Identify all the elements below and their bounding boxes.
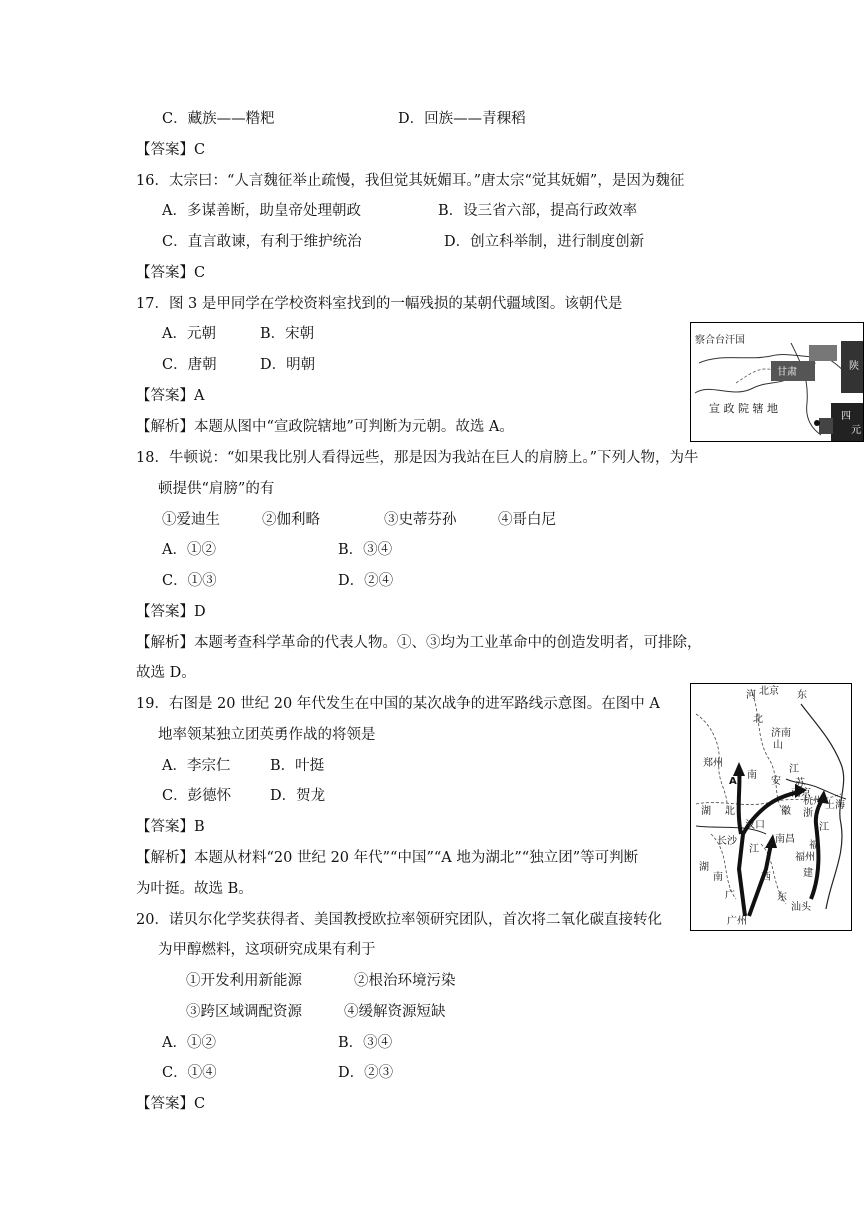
q19-answer: 【答案】B xyxy=(136,819,205,835)
q18-item-2: ②伽利略 xyxy=(262,512,320,528)
map1-label-xuanzhengyuan: 宣 政 院 辖 地 xyxy=(709,402,778,415)
q19-option-c: C．彭德怀 xyxy=(162,788,232,804)
q15-option-c: C．藏族——糌粑 xyxy=(162,111,275,127)
yuan-territory-map xyxy=(690,322,864,442)
q18-item-1: ①爱迪生 xyxy=(162,512,220,528)
q20-answer: 【答案】C xyxy=(136,1096,206,1112)
map2-label-jian: 建 xyxy=(803,868,813,879)
map2-label-wuhan: 汉口 xyxy=(745,820,765,831)
map2-label-hui: 徽 xyxy=(781,806,791,817)
q20-item-1: ①开发利用新能源 xyxy=(186,973,302,989)
map2-label-a: A xyxy=(729,776,737,787)
q18-answer: 【答案】D xyxy=(136,604,206,620)
q17-option-c: C．唐朝 xyxy=(162,357,217,373)
q20-stem-line1: 20．诺贝尔化学奖获得者、美国教授欧拉率领研究团队，首次将二氧化碳直接转化 xyxy=(136,912,662,928)
map2-label-dong: 东 xyxy=(797,690,807,701)
q19-stem-line2: 地率领某独立团英勇作战的将领是 xyxy=(158,727,376,743)
q16-option-c: C．直言敢谏，有利于维护统治 xyxy=(162,234,362,250)
map2-label-dong2: 东 xyxy=(777,892,787,903)
map2-label-hangzhou: 杭州 xyxy=(803,796,823,807)
map2-label-fu: 福 xyxy=(809,840,819,851)
q18-option-d: D．②④ xyxy=(338,573,394,589)
q20-item-3: ③跨区域调配资源 xyxy=(186,1004,302,1020)
map2-label-jiang3: 江 xyxy=(819,822,829,833)
map2-label-he: 河 xyxy=(746,690,756,701)
q20-option-b: B．③④ xyxy=(338,1035,393,1051)
q18-option-a: A．①② xyxy=(162,542,216,558)
map2-label-nan: 南 xyxy=(747,770,757,781)
q17-option-d: D．明朝 xyxy=(260,357,316,373)
q15-answer: 【答案】C xyxy=(136,142,206,158)
q18-stem-line1: 18．牛顿说：“如果我比别人看得远些，那是因为我站在巨人的肩膀上。”下列人物，为牛 xyxy=(136,450,699,466)
q20-stem-line2: 为甲醇燃料，这项研究成果有利于 xyxy=(158,942,376,958)
map2-label-shanghai: 上海 xyxy=(825,800,845,811)
map2-label-guangzhou: 广州 xyxy=(727,916,747,927)
q16-stem: 16．太宗曰：“人言魏征举止疏慢，我但觉其妩媚耳。”唐太宗“觉其妩媚”，是因为魏征 xyxy=(136,173,685,189)
map2-label-an: 安 xyxy=(771,776,781,787)
q17-option-a: A．元朝 xyxy=(162,326,216,342)
map2-label-hu: 湖 xyxy=(701,806,711,817)
q17-analysis: 【解析】本题从图中“宣政院辖地”可判断为元朝。故选 A。 xyxy=(136,419,514,435)
map2-label-nanchang: 南昌 xyxy=(775,834,795,845)
map1-label-shaan: 陕 xyxy=(849,361,859,372)
q20-option-a: A．①② xyxy=(162,1035,216,1051)
map2-label-changsha: 长沙 xyxy=(717,836,737,847)
q17-option-b: B．宋朝 xyxy=(260,326,315,342)
q16-option-d: D．创立科举制，进行制度创新 xyxy=(444,234,645,250)
q16-option-a: A．多谋善断，助皇帝处理朝政 xyxy=(162,203,361,219)
q18-option-b: B．③④ xyxy=(338,542,393,558)
map2-label-guang: 广 xyxy=(725,890,735,901)
q19-option-a: A．李宗仁 xyxy=(162,758,231,774)
q20-option-c: C．①④ xyxy=(162,1065,217,1081)
map2-label-jiang: 江 xyxy=(789,764,799,775)
map1-label-gansu: 甘肃 xyxy=(777,367,797,378)
map2-label-nanjing: 南京 xyxy=(791,788,811,799)
map2-label-hunan2: 南 xyxy=(713,872,723,883)
map2-label-beijing: 北京 xyxy=(759,686,779,697)
map2-label-zhengzhou: 郑州 xyxy=(703,758,723,769)
map1-label-yuan: 元 xyxy=(851,425,861,436)
map2-label-shantou: 汕头 xyxy=(791,902,811,913)
q20-item-4: ④缓解资源短缺 xyxy=(344,1004,446,1020)
q20-option-d: D．②③ xyxy=(338,1065,394,1081)
q18-analysis-line1: 【解析】本题考查科学革命的代表人物。①、③均为工业革命中的创造发明者，可排除， xyxy=(136,635,702,651)
q19-option-d: D．贺龙 xyxy=(270,788,326,804)
map2-label-jinan: 济南 xyxy=(771,728,791,739)
q17-answer: 【答案】A xyxy=(136,388,205,404)
map2-label-bei2: 北 xyxy=(725,806,735,817)
q19-stem-line1: 19．右图是 20 世纪 20 年代发生在中国的某次战争的进军路线示意图。在图中 A xyxy=(136,696,660,712)
q19-analysis-line1: 【解析】本题从材料“20 世纪 20 年代”“中国”“A 地为湖北”“独立团”等可判断 xyxy=(136,850,639,866)
q17-stem: 17．图 3 是甲同学在学校资料室找到的一幅残损的某朝代疆域图。该朝代是 xyxy=(136,296,623,312)
q18-analysis-line2: 故选 D。 xyxy=(136,665,196,681)
map1-label-si: 四 xyxy=(841,411,851,422)
q20-item-2: ②根治环境污染 xyxy=(354,973,456,989)
q16-option-b: B．设三省六部，提高行政效率 xyxy=(438,203,638,219)
map2-label-hunan1: 湖 xyxy=(699,862,709,873)
map2-label-zhe: 浙 xyxy=(803,808,813,819)
map2-label-jiang2: 江 xyxy=(749,844,759,855)
q19-analysis-line2: 为叶挺。故选 B。 xyxy=(136,881,253,897)
q18-item-3: ③史蒂芬孙 xyxy=(384,512,457,528)
map2-label-bei: 北 xyxy=(753,714,763,725)
q19-option-b: B．叶挺 xyxy=(270,758,325,774)
q18-item-4: ④哥白尼 xyxy=(498,512,556,528)
q16-answer: 【答案】C xyxy=(136,265,206,281)
q15-option-d: D．回族——青稞稻 xyxy=(398,111,526,127)
map1-label-chagatai: 察合台汗国 xyxy=(695,335,745,346)
northern-expedition-map xyxy=(690,683,852,931)
q18-option-c: C．①③ xyxy=(162,573,217,589)
map2-label-su: 苏 xyxy=(795,778,805,789)
map2-label-fuzhou: 福州 xyxy=(795,852,815,863)
q18-stem-line2: 顿提供“肩膀”的有 xyxy=(158,481,275,497)
map2-label-shan: 山 xyxy=(773,740,783,751)
map2-label-xi: 西 xyxy=(761,872,771,883)
